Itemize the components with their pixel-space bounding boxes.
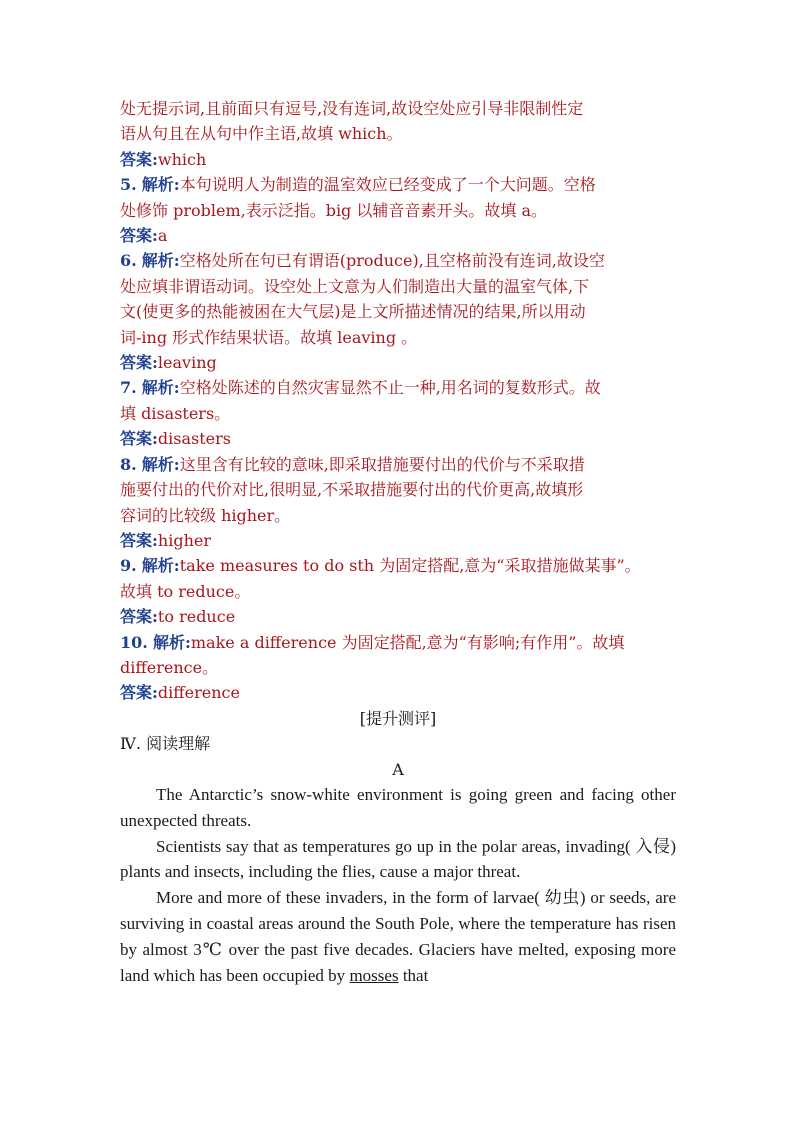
item-6-line-1 xyxy=(120,248,676,273)
section-heading: [提升测评] xyxy=(359,708,437,728)
item-6-answer xyxy=(120,350,676,375)
answer-value: which xyxy=(157,149,207,169)
item-number: 6. xyxy=(120,251,137,271)
answer-label: 答案: xyxy=(120,353,158,373)
item-10-line-1 xyxy=(120,630,676,655)
item-4-line-2: 语从句且在从句中作主语,故填 which。 xyxy=(120,124,403,144)
part-title: Ⅳ. 阅读理解 xyxy=(120,734,211,754)
item-5-line-1 xyxy=(120,172,676,197)
analysis-label: 解析: xyxy=(141,556,180,576)
passage-text: More and more of these invaders, in the form of larvae( 幼虫) or seeds, are surviving in coastal areas around the South Pole, where the temperature has risen by almost 3℃ over the past five decades. Glaciers have melted, exposing more land which has been occupied by xyxy=(120,888,676,985)
item-10-line-2: difference。 xyxy=(120,657,219,677)
underlined-word: mosses xyxy=(349,965,399,985)
answer-label: 答案: xyxy=(120,226,158,246)
answer-label: 答案: xyxy=(120,429,158,449)
analysis-text: 这里含有比较的意味,即采取措施要付出的代价与不采取措 xyxy=(179,454,585,474)
item-number: 7. xyxy=(120,378,137,398)
item-9-line-2: 故填 to reduce。 xyxy=(120,581,251,601)
answer-label: 答案: xyxy=(120,607,158,627)
analysis-label: 解析: xyxy=(141,454,180,474)
answer-value: difference xyxy=(157,683,240,703)
analysis-text: 本句说明人为制造的温室效应已经变成了一个大问题。空格 xyxy=(179,175,596,195)
answer-label: 答案: xyxy=(120,530,158,550)
passage-paragraph-3 xyxy=(120,885,676,988)
item-8-answer xyxy=(120,528,676,553)
item-6-line-4: 词-ing 形式作结果状语。故填 leaving 。 xyxy=(120,327,418,347)
document-page xyxy=(120,96,676,988)
analysis-text: take measures to do sth 为固定搭配,意为“采取措施做某事”。 xyxy=(179,556,641,576)
item-number: 10. xyxy=(120,632,148,652)
item-5-line-2: 处修饰 problem,表示泛指。big 以辅音音素开头。故填 a。 xyxy=(120,200,548,220)
item-7-line-1 xyxy=(120,375,676,400)
item-8-line-3: 容词的比较级 higher。 xyxy=(120,505,291,525)
item-6-line-3: 文(使更多的热能被困在大气层)是上文所描述情况的结果,所以用动 xyxy=(120,302,586,322)
passage-paragraph-2: Scientists say that as temperatures go up in the polar areas, invading( 入侵) plants and insects, including the flies, cause a major threat. xyxy=(120,836,676,882)
passage-text-tail: that xyxy=(398,965,429,985)
item-number: 8. xyxy=(120,454,137,474)
item-9-line-1 xyxy=(120,553,676,578)
item-5-answer xyxy=(120,223,676,248)
item-8-line-1 xyxy=(120,452,676,477)
analysis-text: 空格处陈述的自然灾害显然不止一种,用名词的复数形式。故 xyxy=(179,378,601,398)
answer-value: higher xyxy=(157,530,212,550)
analysis-text: make a difference 为固定搭配,意为“有影响;有作用”。故填 xyxy=(190,632,625,652)
analysis-label: 解析: xyxy=(152,632,191,652)
item-7-line-2: 填 disasters。 xyxy=(120,403,231,423)
answer-label: 答案: xyxy=(120,149,158,169)
analysis-label: 解析: xyxy=(141,175,180,195)
item-8-line-2: 施要付出的代价对比,很明显,不采取措施要付出的代价更高,故填形 xyxy=(120,480,584,500)
answer-label: 答案: xyxy=(120,683,158,703)
answer-value: disasters xyxy=(157,429,231,449)
item-10-answer xyxy=(120,680,676,705)
passage-paragraph-1: The Antarctic’s snow-white environment is going green and facing other unexpected threats. xyxy=(120,784,676,830)
analysis-label: 解析: xyxy=(141,378,180,398)
answer-value: to reduce xyxy=(157,607,236,627)
passage-letter: A xyxy=(392,759,404,779)
item-7-answer xyxy=(120,426,676,451)
answer-value: leaving xyxy=(157,353,217,373)
item-6-line-2: 处应填非谓语动词。设空处上文意为人们制造出大量的温室气体,下 xyxy=(120,276,590,296)
item-number: 5. xyxy=(120,175,137,195)
analysis-label: 解析: xyxy=(141,251,180,271)
item-number: 9. xyxy=(120,556,137,576)
item-4-answer xyxy=(120,147,676,172)
answer-value: a xyxy=(157,226,168,246)
analysis-text: 空格处所在句已有谓语(produce),且空格前没有连词,故设空 xyxy=(179,251,605,271)
item-4-line-1: 处无提示词,且前面只有逗号,没有连词,故设空处应引导非限制性定 xyxy=(120,99,584,118)
item-9-answer xyxy=(120,604,676,629)
